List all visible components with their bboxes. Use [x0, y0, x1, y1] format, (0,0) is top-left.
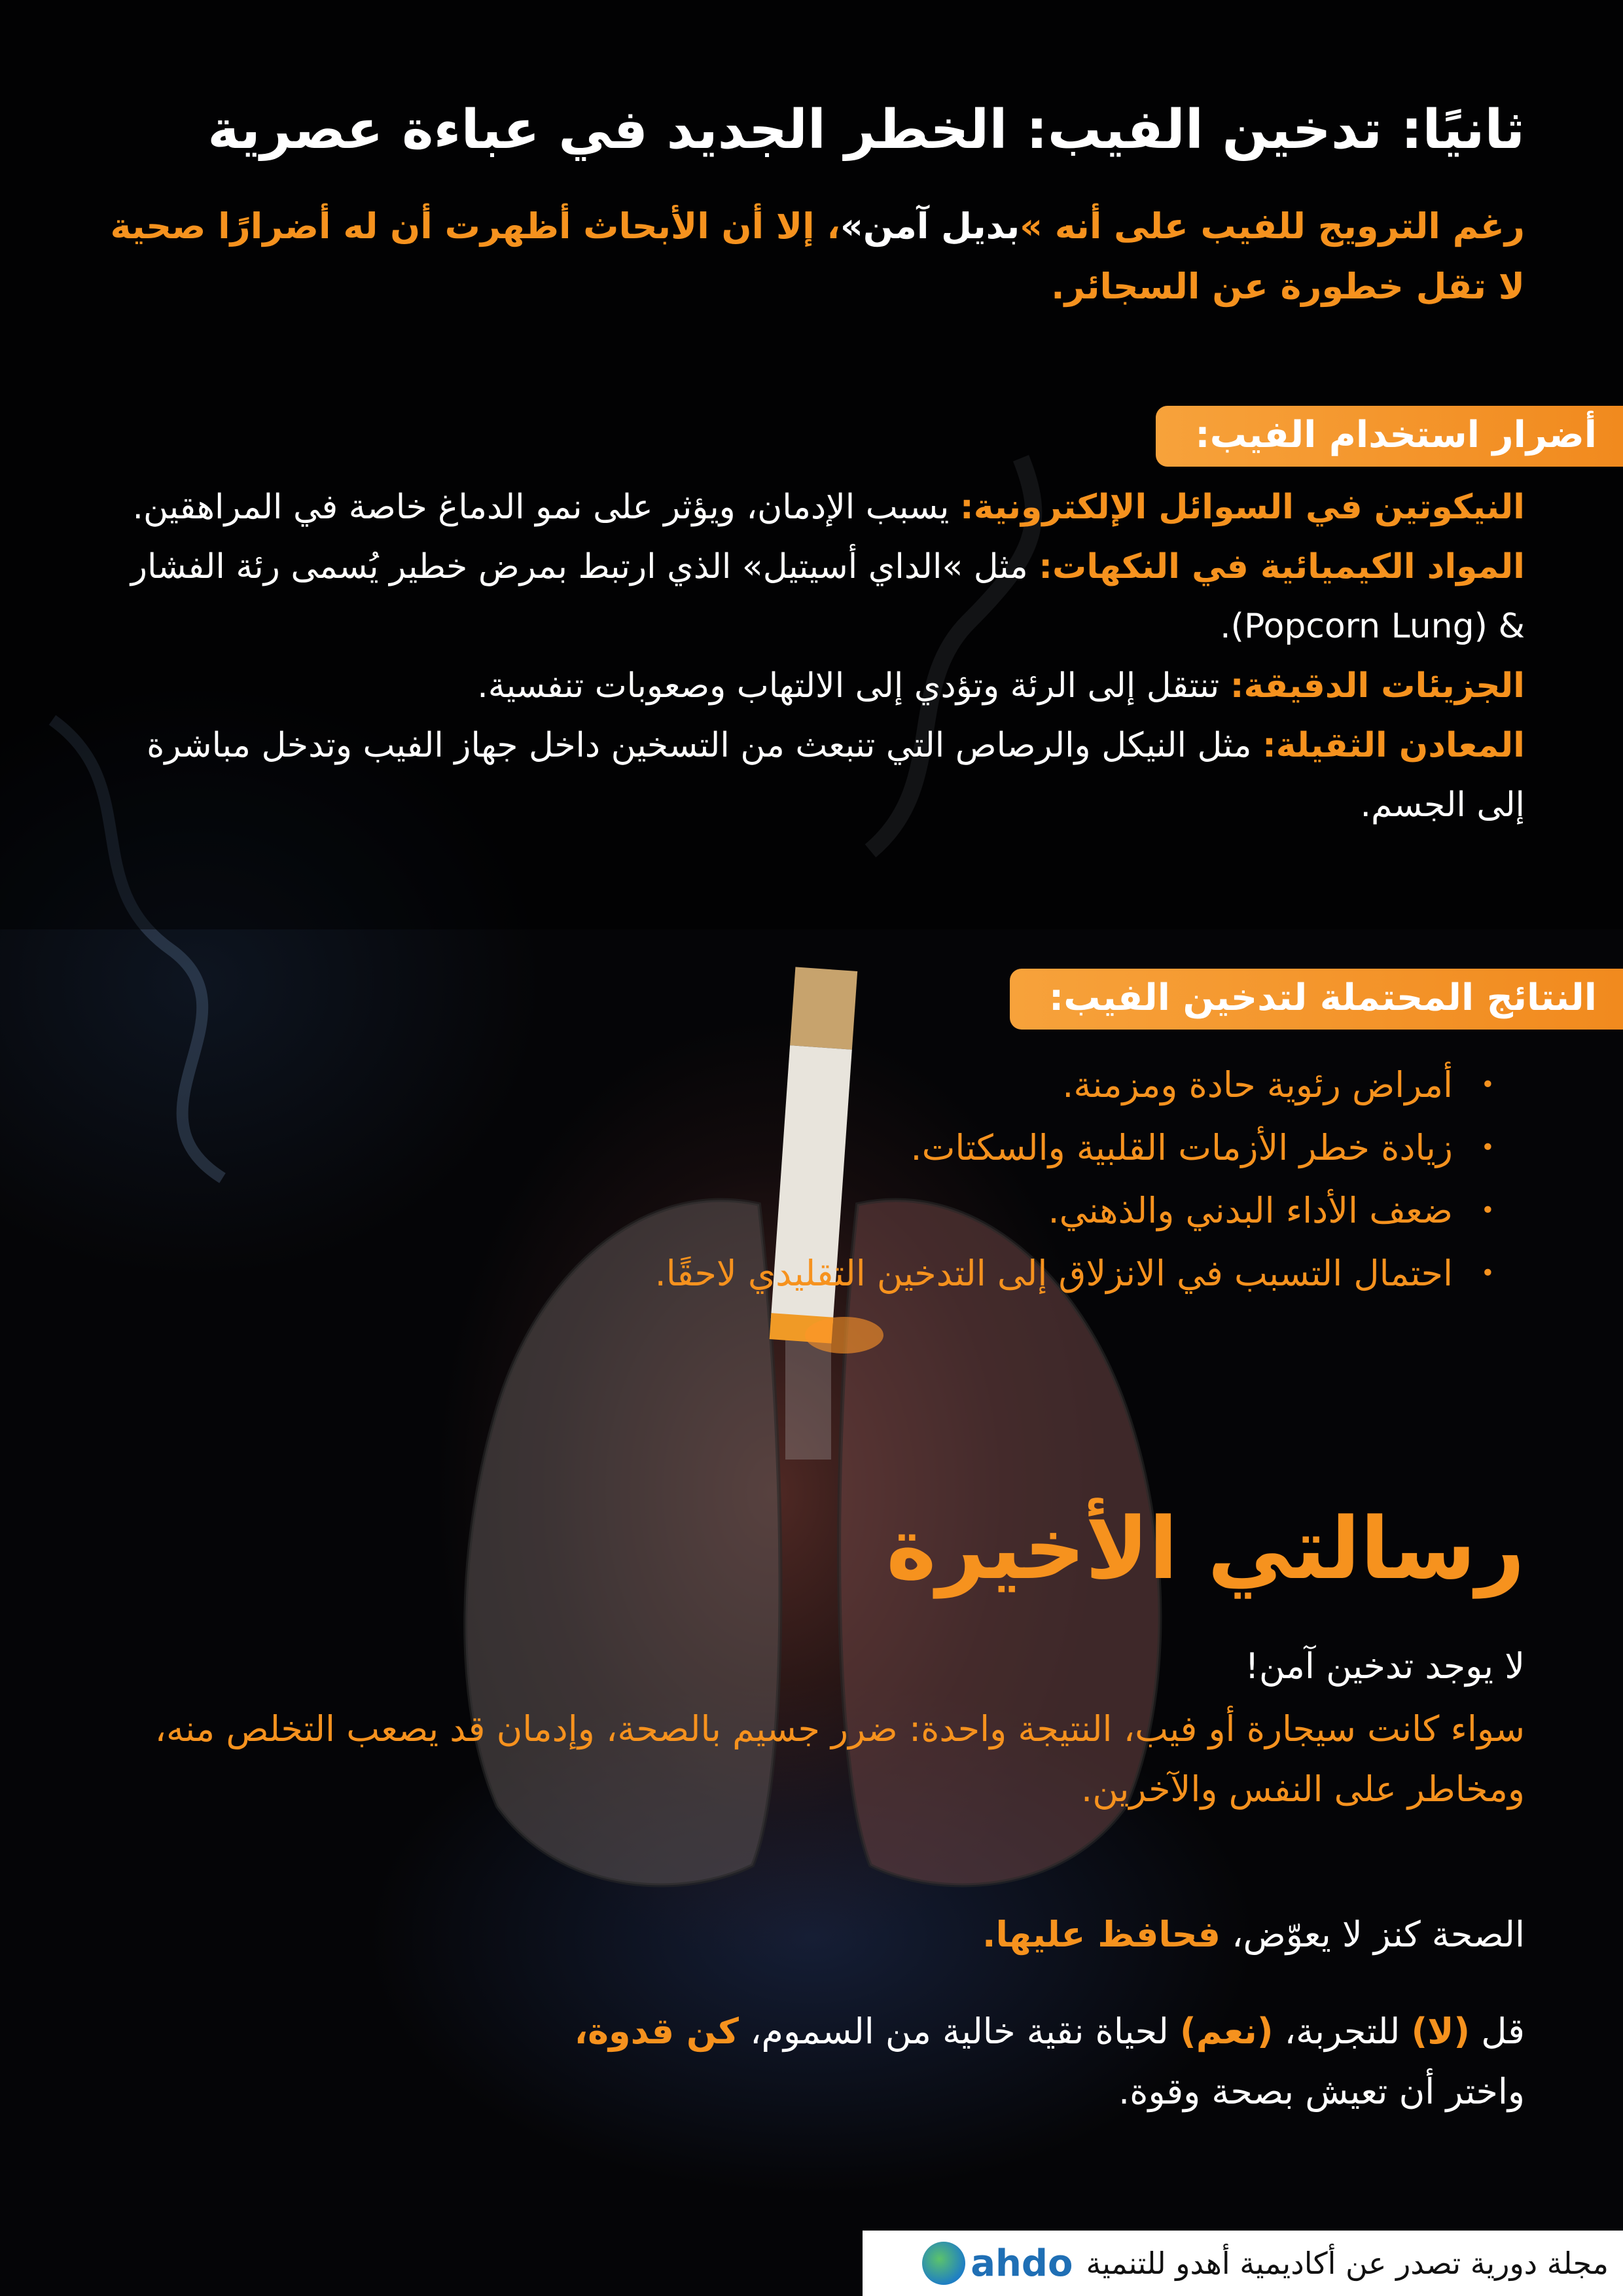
footer-text: مجلة دورية تصدر عن أكاديمية أهدو للتنمية — [1086, 2246, 1609, 2281]
health-text: الصحة كنز لا يعوّض، — [1220, 1914, 1525, 1955]
harm-text: يسبب الإدمان، ويؤثر على نمو الدماغ خاصة في المراهقين. — [132, 488, 960, 527]
result-item: • ضعف الأداء البدني والذهني. — [196, 1179, 1492, 1242]
harm-item — [111, 537, 1525, 656]
intro-paragraph — [92, 196, 1525, 317]
results-heading: النتائج المحتملة لتدخين الفيب: — [1010, 969, 1623, 1030]
footer-banner — [863, 2231, 1623, 2296]
say-no-text: لحياة نقية خالية من السموم، — [738, 2011, 1181, 2052]
result-item: • زيادة خطر الأزمات القلبية والسكتات. — [196, 1117, 1492, 1179]
message-health-treasure — [92, 1914, 1525, 1955]
harm-item — [111, 478, 1525, 537]
result-item: • احتمال التسبب في الانزلاق إلى التدخين التقليدي لاحقًا. — [196, 1242, 1492, 1305]
messages-title: رسالتي الأخيرة — [886, 1499, 1525, 1598]
harm-text: تنتقل إلى الرئة وتؤدي إلى الالتهاب وصعوبات تنفسية. — [477, 666, 1230, 706]
result-item: • أمراض رئوية حادة ومزمنة. — [196, 1054, 1492, 1117]
globe-icon — [922, 2242, 965, 2285]
say-no-no: (لا) — [1411, 2011, 1471, 2052]
page-title: ثانيًا: تدخين الفيب: الخطر الجديد في عباءة عصرية — [207, 99, 1525, 161]
message-same-result: سواء كانت سيجارة أو فيب، النتيجة واحدة: ضرر جسيم بالصحة، وإدمان قد يصعب التخلص منه، ومخاطر على النفس والآخرين. — [154, 1708, 1525, 1810]
intro-part1: رغم الترويج للفيب على أنه » — [1020, 206, 1525, 247]
health-bold: فحافظ عليها. — [982, 1914, 1221, 1955]
intro-part2: بديل آمن» — [840, 206, 1020, 247]
results-list — [196, 1054, 1492, 1305]
say-no-bold: كن قدوة، — [574, 2011, 739, 2052]
ahdo-logo-text: ahdo — [971, 2242, 1073, 2285]
message-say-no — [92, 2001, 1525, 2122]
say-no-text: للتجربة، — [1273, 2011, 1412, 2052]
message-no-safe-smoking: لا يوجد تدخين آمن! — [1245, 1645, 1525, 1687]
harm-key: المواد الكيميائية في النكهات: — [1039, 547, 1525, 586]
harm-key: المعادن الثقيلة: — [1262, 726, 1525, 765]
intro-part3: ، إلا أن الأبحاث أظهرت أن له أضرارًا صحية لا تقل خطورة عن السجائر. — [110, 206, 1525, 307]
harm-text: مثل »الداي أسيتيل» الذي ارتبط بمرض خطير يُسمى رئة الفشار & (Popcorn Lung). — [130, 547, 1525, 646]
say-no-yes: (نعم) — [1180, 2011, 1274, 2052]
harm-text: مثل النيكل والرصاص التي تنبعث من التسخين داخل جهاز الفيب وتدخل مباشرة إلى الجسم. — [147, 726, 1525, 825]
say-no-text: قل — [1470, 2011, 1525, 2052]
say-no-text: واختر أن تعيش بصحة وقوة. — [1118, 2071, 1525, 2112]
harm-key: النيكوتين في السوائل الإلكترونية: — [959, 488, 1525, 527]
harm-item — [111, 656, 1525, 716]
harm-key: الجزيئات الدقيقة: — [1230, 666, 1525, 706]
harms-heading: أضرار استخدام الفيب: — [1156, 406, 1623, 467]
harms-list — [111, 478, 1525, 835]
harm-item — [111, 716, 1525, 835]
